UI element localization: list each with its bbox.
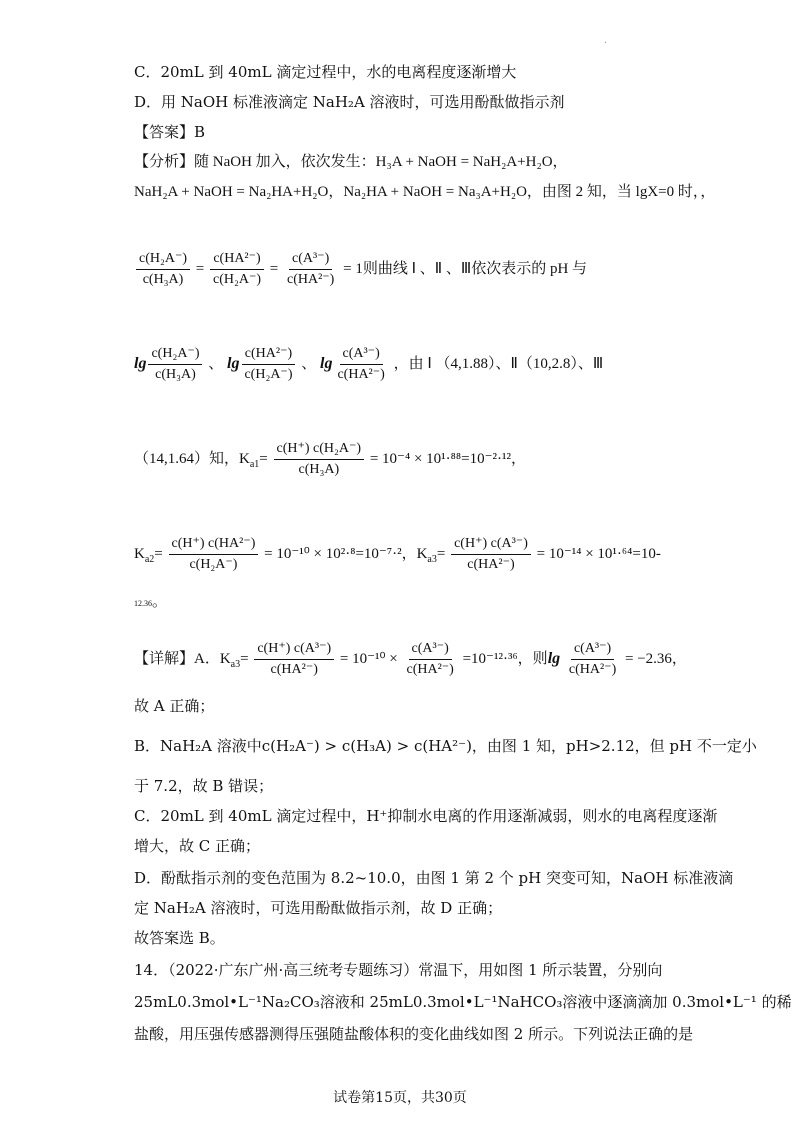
final-answer-line: 故答案选 B。 (134, 929, 225, 947)
a-correct-line: 故 A 正确； (134, 697, 215, 715)
option-c-detail-1: C．20mL 到 40mL 滴定过程中，H⁺抑制水电离的作用逐渐减弱，则水的电离程度逐渐 (134, 807, 718, 825)
option-d-detail-1: D．酚酞指示剂的变色范围为 8.2~10.0，由图 1 第 2 个 pH 突变可知，NaOH 标准液滴 (134, 869, 734, 887)
ka3-continuation: 12.36。 (134, 594, 168, 610)
ka2-ka3-equation: $K_{a2}=$ $\frac{\text{c(H⁺) c(HA²⁻)}}{\text{c(H₂A⁻)}}$ = 10⁻¹⁰ × 10²·⁸=10⁻⁷·²，$K_{a3}=$ $\frac{\text{c(H⁺) c(A³⁻)}}{\text{c(HA²⁻)}}$ = 10⁻¹⁴ × 10¹·⁶⁴=10- (134, 536, 661, 572)
option-c-line: C．20mL 到 40mL 滴定过程中，水的电离程度逐渐增大 (134, 63, 517, 81)
fraction: $\frac{\text{c(H₂A⁻)}}{\text{c(H₃A)}}$ (136, 250, 190, 289)
option-b-line-2: 于 7.2，故 B 错误； (134, 777, 274, 795)
fraction: $\frac{\text{c(A³⁻)}}{\text{c(HA²⁻)}}$ (287, 251, 335, 287)
ratio-equation: $\frac{\text{c(H₂A⁻)}}{\text{c(H₃A)}}$ = $\frac{\text{c(HA²⁻)}}{\text{c(H₂A⁻)}}$ = $\frac{\text{c(A³⁻)}}{\text{c(HA²⁻)}}$ = 1则曲线 Ⅰ 、Ⅱ 、Ⅲ依次表示的 pH 与 (134, 250, 587, 289)
option-d-line: D．用 NaOH 标准液滴定 NaH₂A 溶液时，可选用酚酞做指示剂 (134, 93, 565, 111)
analysis-line-1: 【分析】随 NaOH 加入，依次发生：H₃A + NaOH = NaH₂A+H₂O， (134, 154, 568, 170)
question-14-line-2: 25mL0.3mol•L⁻¹Na₂CO₃溶液和 25mL0.3mol•L⁻¹NaHCO₃溶液中逐滴滴加 0.3mol•L⁻¹ 的稀 (134, 993, 792, 1011)
detail-a-equation: 【详解】A．$K_{a3}=$ $\frac{\text{c(H⁺) c(A³⁻)}}{\text{c(HA²⁻)}}$ = 10⁻¹⁰ × $\frac{\text{c(A³⁻)}}{\text{c(HA²⁻)}}$ =10⁻¹²·³⁶，则lg $\frac{\text{c(A³⁻)}}{\text{c(HA²⁻)}}$ = −2.36， (134, 641, 687, 677)
answer-line: 【答案】B (134, 123, 206, 141)
lg-expressions: lg $\frac{\text{c(H₂A⁻)}}{\text{c(H₃A)}}$ 、 lg $\frac{\text{c(HA²⁻)}}{\text{c(H₂A⁻)}}$ 、 lg $\frac{\text{c(A³⁻)}}{\text{c(HA²⁻)}}$ ，由 Ⅰ （4,1.88）、Ⅱ（10,2.8）、Ⅲ (134, 346, 604, 382)
fraction: $\frac{\text{c(HA²⁻)}}{\text{c(H₂A⁻)}}$ (210, 250, 264, 289)
question-14-line-3: 盐酸，用压强传感器测得压强随盐酸体积的变化曲线如图 2 所示。下列说法正确的是 (134, 1025, 694, 1043)
question-14-line-1: 14．（2022·广东广州·高三统考专题练习）常温下，用如图 1 所示装置，分别向 (134, 961, 663, 979)
ka1-equation: （14,1.64）知，$K_{a1}=$ $\frac{\text{c(H⁺) c(H₂A⁻)}}{\text{c(H₃A)}}$ = 10⁻⁴ × 10¹·⁸⁸=10⁻²·¹²， (134, 441, 526, 477)
option-b-line-1: B．NaH₂A 溶液中c(H₂A⁻) > c(H₃A) > c(HA²⁻)，由图 1 知，pH>2.12，但 pH 不一定小 (134, 737, 757, 755)
page-footer: 试卷第15页，共30页 (333, 1090, 467, 1106)
analysis-line-2: NaH₂A + NaOH = Na₂HA+H₂O，Na₂HA + NaOH = Na₃A+H₂O，由图 2 知，当 lgX=0 时，， (134, 184, 716, 200)
top-mark: · (604, 38, 608, 49)
option-d-detail-2: 定 NaH₂A 溶液时，可选用酚酞做指示剂，故 D 正确； (134, 899, 503, 917)
option-c-detail-2: 增大，故 C 正确； (134, 837, 261, 855)
